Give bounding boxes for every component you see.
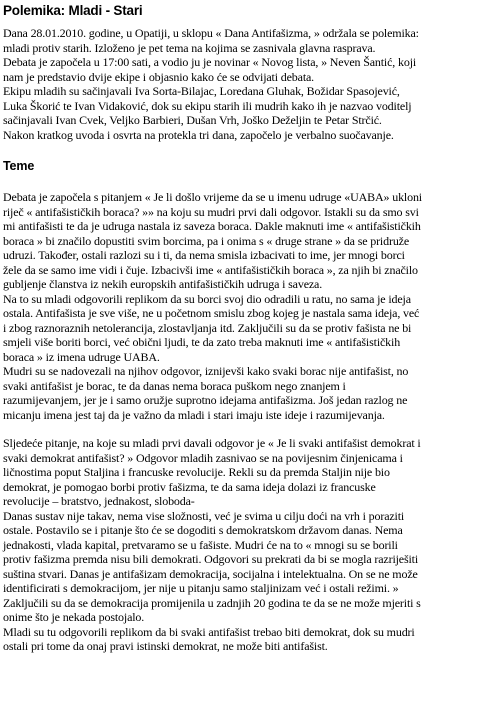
- section-heading: Teme: [3, 159, 35, 173]
- text-line: Mladi su tu odgovorili replikom da bi svaki antifašist trebao biti demokrat, dok su mudri: [3, 624, 415, 639]
- text-line: smjeli više boriti borci, već obični ljudi, te da zato treba maknuti ime « antifašističkih: [3, 335, 401, 349]
- text-line: riječ « antifašističkih boraca? »» na koju su mudri prvi dali odgovor. Istakli su da smo svi: [3, 204, 419, 219]
- text-line: onime što je nekada postojalo.: [3, 610, 145, 624]
- text-line: Danas sustav nije takav, nema vise složnosti, već je svima u cilju doći na vrh i poraziti: [3, 508, 405, 523]
- text-line: Zaključili su da se demokracija promijenila u zadnjih 20 godina te da se ne može mjeriti s: [3, 595, 421, 610]
- text-line: Debata je započela s pitanjem « Je li došlo vrijeme da se u imenu udruge «UABA» ukloni: [3, 190, 422, 204]
- article-title: Polemika: Mladi - Stari: [3, 3, 143, 18]
- text-line: demokrat, je pomogao borbi protiv fašizma, te da sama ideja dolazi iz francuske: [3, 479, 376, 494]
- text-line: Dana 28.01.2010. godine, u Opatiji, u sklopu « Dana Antifašizma, » održala se polemika:: [3, 26, 419, 40]
- text-line: ostale. Postavilo se i pitanje što će se dogoditi s demokratskom državom danas. Nema: [3, 523, 403, 537]
- text-line: i zbog raznoraznih netolerancija, zlostavljanja itd. Zaključili su da se protiv fašista ne bi: [3, 320, 412, 335]
- text-line: ličnostima poput Staljina i francuske revolucije. Rekli su da premda Staljin nije bio: [3, 465, 390, 479]
- text-line: protiv fašizma premda nisu bili demokrati. Odgovori su prekrati da bi se mogla razriješiti: [3, 552, 419, 566]
- text-line: identificirati s demokracijom, jer nije u pitanju samo staljinizam već i ostali režimi. »: [3, 581, 399, 595]
- intro-paragraph: [3, 26, 487, 142]
- paragraph-gap: [3, 422, 487, 436]
- text-line: udruzi. Također, ostali razlozi su i ti, da nema smisla izbacivati to ime, jer mnogi borci: [3, 248, 405, 262]
- text-line: svaki demokrat antifašist? » Odgovor mladih zasnivao se na povijesnim činjenicama i: [3, 450, 403, 465]
- text-line: revolucije – bratstvo, jednakost, sloboda-: [3, 494, 195, 508]
- text-line: mladi protiv starih. Izloženo je pet tema na kojima se zasnivala glavna rasprava.: [3, 40, 376, 55]
- text-line: boraca » iz imena udruge UABA.: [3, 349, 160, 364]
- text-line: Na to su mladi odgovorili replikom da su borci svoj dio odradili u ratu, no sama je ideja: [3, 291, 411, 306]
- text-line: Luka Škorić te Ivan Vidaković, dok su ekipu starih ili mudrih kako ih je nazvao voditelj: [3, 98, 412, 113]
- text-line: nam je predstavio dvije ekipe i objasnio kako će se odvijati debata.: [3, 69, 315, 84]
- text-line: sačinjavali Ivan Cvek, Veljko Barbieri, Dušan Vrh, Joško Deželjin te Petar Strčić.: [3, 113, 382, 127]
- text-line: Nakon kratkog uvoda i osvrta na protekla tri dana, započelo je verbalno suočavanje.: [3, 127, 394, 142]
- text-line: Mudri su se nadovezali na njihov odgovor, iznijevši kako svaki borac nije antifašist, no: [3, 364, 409, 378]
- text-line: žele da se samo ime vidi i čuje. Izbacivši ime « antifašističkih boraca », za njih bi značilo: [3, 262, 418, 277]
- text-line: svaki antifašist je borac, te da danas nema boraca puškom nego znanjem i: [3, 378, 346, 393]
- text-line: razumijevanjem, jer je i samo oružje suprotno idejama antifašizma. Još jedan razlog ne: [3, 393, 408, 407]
- text-line: suština stvari. Danas je antifašizam demokracija, socijalna i intelektualna. On se ne može: [3, 566, 418, 581]
- topic-one-paragraph: [3, 190, 487, 422]
- text-line: gubljenje članstva iz nekih europskih antifašističkih udruga i saveza.: [3, 277, 323, 291]
- text-line: Debata je započela u 17:00 sati, a vodio ju je novinar « Novog lista, » Neven Šantić, koji: [3, 55, 417, 69]
- text-line: mi antifašisti te da je udruga nastala iz saveza boraca. Dakle maknuti ime « antifašističkih: [3, 219, 421, 233]
- text-line: boraca » bi značilo dopustiti svim borcima, pa i onima s « druge strane » da se pridruže: [3, 233, 410, 248]
- text-line: ostala. Antifašista je sve više, ne u početnom smislu zbog kojeg je nastala sama ideja, već: [3, 306, 420, 320]
- text-line: micanju imena jest taj da je važno da mladi i stari imaju iste ideje i razumijevanja.: [3, 407, 385, 422]
- text-line: Ekipu mladih su sačinjavali Iva Sorta-Bilajac, Loredana Gluhak, Božidar Spasojević,: [3, 84, 400, 98]
- text-line: ostali pri tome da onaj pravi istinski demokrat, ne može biti antifašist.: [3, 639, 328, 653]
- text-line: Sljedeće pitanje, na koje su mladi prvi davali odgovor je « Je li svaki antifašist demokrat i: [3, 436, 421, 450]
- topic-two-paragraph: [3, 436, 487, 654]
- text-line: jednakosti, vlada kapital, pretvaramo se u fašiste. Mudri će na to « mnogi su se borili: [3, 537, 398, 552]
